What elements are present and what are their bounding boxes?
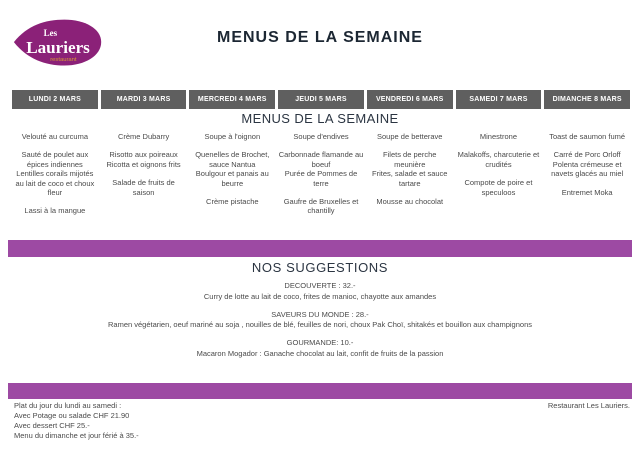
day-header-row (12, 90, 630, 109)
suggestion-name: SAVEURS DU MONDE : 28.- (271, 309, 369, 319)
dish-group (456, 132, 542, 141)
dish-group (544, 132, 630, 141)
menu-column (456, 132, 542, 225)
suggestion-name: GOURMANDE: 10.- (286, 338, 354, 347)
suggestion-desc: Macaron Mogador : Ganache chocolat au lait, confit de fruits de la passion (196, 348, 444, 358)
dish-group (189, 150, 275, 188)
dish: Gaufre de Bruxelles et chantilly (283, 196, 359, 216)
dish: Entremet Moka (561, 187, 613, 197)
menu-column (101, 132, 187, 225)
dish: Crème Dubarry (117, 132, 170, 141)
footer-line: Plat du jour du lundi au samedi : (14, 401, 122, 410)
suggestion-item (0, 310, 640, 331)
dish: Soupe d'endives (293, 132, 349, 141)
dish-group (101, 150, 187, 169)
dish-group (278, 150, 364, 188)
day-header-cell: SAMEDI 7 MARS (456, 90, 542, 109)
dish: Velouté au curcuma (21, 132, 88, 141)
dish: Polenta crémeuse et navets glacés au miel (551, 159, 624, 179)
footer-line: Avec dessert CHF 25.- (14, 421, 90, 431)
menu-column (367, 132, 453, 225)
day-header-cell: MARDI 3 MARS (101, 90, 187, 109)
footer-restaurant-name: Restaurant Les Lauriers. (547, 401, 630, 410)
suggestion-desc: Curry de lotte au lait de coco, frites de manioc, chayotte aux amandes (203, 291, 437, 301)
dish: Soupe à l'oignon (204, 132, 261, 141)
page-title: MENUS DE LA SEMAINE (217, 29, 423, 46)
dish: Frites, salade et sauce tartare (372, 169, 448, 188)
dish-group (189, 132, 275, 141)
logo-subtitle-text: restaurant (50, 57, 77, 63)
dish: Lassi à la mangue (24, 206, 86, 216)
dish-group (101, 178, 187, 197)
dish-group (278, 197, 364, 216)
dish-group (189, 197, 275, 206)
divider-bar-bottom (8, 383, 632, 399)
logo-name-text: Lauriers (26, 37, 90, 57)
dish-group (367, 150, 453, 188)
suggestion-name: DECOUVERTE : 32.- (284, 281, 356, 290)
dish: Risotto aux poireaux Ricotta et oignons frits (106, 150, 181, 169)
dish: Quenelles de Brochet, sauce Nantua (195, 150, 270, 169)
dish: Sauté de poulet aux épices indiennes (21, 150, 89, 169)
footer-pricing (14, 401, 139, 442)
dish-group (12, 132, 98, 141)
suggestion-item (0, 338, 640, 359)
dish: Filets de perche meunière (383, 150, 437, 169)
dish: Minestrone (479, 132, 517, 141)
day-header-cell: VENDREDI 6 MARS (367, 90, 453, 109)
suggestion-list (0, 281, 640, 367)
footer-line: Avec Potage ou salade CHF 21.90 (14, 411, 130, 421)
dish-group (367, 132, 453, 141)
footer-line: Menu du dimanche et jour férié à 35.- (14, 431, 139, 441)
dish: Carré de Porc Orloff (553, 150, 621, 160)
menu-column (12, 132, 98, 225)
logo-les-text: Les (43, 27, 58, 38)
dish: Toast de saumon fumé (549, 132, 626, 141)
menu-column (278, 132, 364, 225)
dish-group (12, 206, 98, 215)
dish-group (278, 132, 364, 141)
dish-group (12, 150, 98, 197)
dish-group (544, 188, 630, 197)
dish: Soupe de betterave (377, 132, 443, 141)
suggestion-item (0, 281, 640, 302)
suggestions-title: NOS SUGGESTIONS (251, 260, 389, 275)
dish-group (456, 178, 542, 197)
divider-bar-top (8, 240, 632, 257)
menu-column (189, 132, 275, 225)
dish: Purée de Pommes de terre (284, 169, 358, 188)
menu-column (544, 132, 630, 225)
dish-group (456, 150, 542, 169)
dish: Boulgour et panais au beurre (195, 169, 269, 188)
menu-grid (12, 132, 630, 225)
dish: Compote de poire et speculoos (464, 178, 533, 197)
day-header-cell: MERCREDI 4 MARS (189, 90, 275, 109)
dish: Mousse au chocolat (376, 196, 444, 206)
dish-group (544, 150, 630, 178)
dish: Carbonnade flamande au boeuf (278, 150, 364, 169)
dish: Salade de fruits de saison (112, 178, 175, 197)
dish: Malakoffs, charcuterie et crudités (457, 150, 540, 169)
day-header-cell: LUNDI 2 MARS (12, 90, 98, 109)
day-header-cell: JEUDI 5 MARS (278, 90, 364, 109)
day-header-cell: DIMANCHE 8 MARS (544, 90, 630, 109)
dish: Lentilles corails mijotés au lait de coco et choux fleur (15, 169, 95, 197)
suggestion-desc: Ramen végétarien, oeuf mariné au soja , nouilles de blé, feuilles de nori, choux Pak Choï, shitakés et bouillon aux champignons (107, 320, 532, 330)
week-subtitle: MENUS DE LA SEMAINE (241, 111, 399, 126)
dish: Crème pistache (206, 196, 259, 206)
dish-group (101, 132, 187, 141)
dish-group (367, 197, 453, 206)
